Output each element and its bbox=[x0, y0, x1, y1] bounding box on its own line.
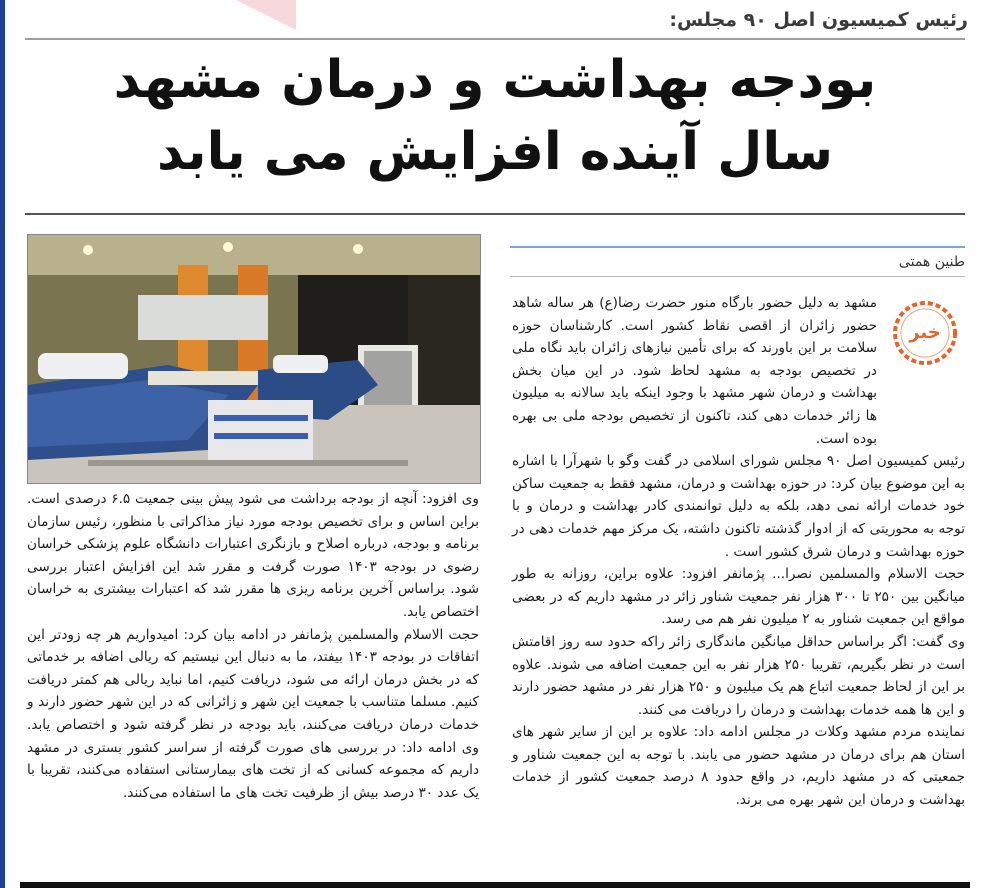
paragraph: وی گفت: اگر براساس حداقل میانگین ماندگاری زائر راکه حدود سه روز اقامتش است در نظر بگیریم، تقریبا ۲۵۰ هزار نفر به این جمعیت اضافه می شوند. علاوه بر این از لحاظ جمعیت اتباع هم یک میلیون و ۲۵۰ هزار نفر در مشهد حضور دارند و این ها همه خدمات بهداشت و درمان را دریافت می کنند. bbox=[512, 633, 965, 718]
article-column-left bbox=[27, 488, 479, 804]
decorative-corner bbox=[236, 0, 296, 30]
headline-line-2: سال آینده افزایش می یابد bbox=[157, 122, 833, 182]
article-column-right bbox=[512, 292, 965, 812]
divider-headline bbox=[25, 213, 965, 215]
article-headline bbox=[30, 44, 960, 188]
paragraph: رئیس کمیسیون اصل ۹۰ مجلس شورای اسلامی در گفت وگو با شهرآرا با اشاره به این موضوع بیان کرد: در حوزه بهداشت و درمان، مشهد فقط به جمعیت ساکن خود خدمات ارائه نمی دهد، بلکه به دلیل توانمندی کادر بهداشت و درمان و با توجه به محوریتی که از ادوار گذشته تاکنون داشته، یک مرکز مهم خدمات دهی در حوزه بهداشت و درمان شرق کشور است . bbox=[512, 453, 965, 560]
paragraph: حجت الاسلام والمسلمین نصرا... پژمانفر افزود: علاوه براین، روزانه به طور میانگین بین ۲۵۰ تا ۳۰۰ هزار نفر جمعیت شناور زائر در مشهد داریم که در بعضی مواقع این جمعیت شناور به ۲ میلیون نفر هم می رسد. bbox=[512, 566, 965, 628]
paragraph: مشهد به دلیل حضور بارگاه منور حضرت رضا(ع) هر ساله شاهد حضور زائران از اقصی نقاط کشور است. کارشناسان حوزه سلامت بر این باورند که برای تأمین نیازهای زائران باید نگاه ملی در تخصیص بودجه به مشهد لحاظ شود. در این میان بخش بهداشت و درمان شهر مشهد با وجود اینکه باید سالانه به میلیون ها زائر خدمات دهی کند، تاکنون از تخصیص بودجه ملی بی بهره بوده است. bbox=[512, 295, 877, 447]
page-edge-strip bbox=[0, 0, 5, 888]
hospital-room-image bbox=[28, 235, 480, 483]
paragraph: نماینده مردم مشهد وکلات در مجلس ادامه داد: علاوه بر این از سایر شهر های استان هم برای درمان در مشهد حضور می یابند. با توجه به این جمعیت شناور و جمعیتی که در مشهد داریم، در واقع حدود ۸ درصد جمعیت کشور از خدمات بهداشت و درمان این شهر بهره می برند. bbox=[512, 724, 965, 809]
divider-top bbox=[25, 38, 965, 40]
byline-divider-top bbox=[510, 246, 965, 248]
hospital-room-photo bbox=[27, 234, 481, 484]
paragraph: وی افزود: آنچه از بودجه برداشت می شود پیش بینی جمعیت ۶.۵ درصدی است. براین اساس و برای تخصیص بودجه مورد نیاز مذاکراتی با منظور، رئیس سازمان برنامه و بودجه، درباره اصلاح و بازنگری اعتبارات دانشگاه علوم پزشکی خراسان رضوی در بودجه ۱۴۰۳ صورت گرفت و مقرر شد این افزایش اعتبار بررسی شود. براساس آخرین برنامه ریزی ها مقرر شد که اعتبارات بیشتری به خراسان اختصاص یابد. bbox=[27, 491, 480, 620]
article-kicker: رئیس کمیسیون اصل ۹۰ مجلس: bbox=[669, 9, 968, 31]
headline-line-1: بودجه بهداشت و درمان مشهد bbox=[113, 50, 877, 110]
divider-bottom bbox=[20, 882, 970, 888]
paragraph: حجت الاسلام والمسلمین پژمانفر در ادامه بیان کرد: امیدواریم هر چه زودتر این اتفاقات در بودجه ۱۴۰۳ بیفتد، ما به دنبال این نیستیم که ریالی اضافه بر خدماتی که در بخش درمان ارائه می شود، دریافت کنیم، اما نباید ریالی هم کمتر دریافت کنیم. مسلما متناسب با جمعیت این شهر و زائرانی که در این شهر حضور دارند و خدمات درمان دریافت می‌کنند، باید بودجه در نظر گرفته شود و اختصاص یابد. وی ادامه داد: در بررسی های صورت گرفته از سراسر کشور بستری در مشهد داریم که مجموعه کسانی که از تخت های بیمارستانی استفاده می‌کنند، تقریبا با یک عدد ۳۰ درصد بیش از ظرفیت تخت های ما استفاده می‌کنند. bbox=[27, 626, 479, 801]
byline-divider-bottom bbox=[510, 276, 965, 277]
news-badge-label: خبر bbox=[909, 322, 941, 343]
article-byline: طنین همتی bbox=[898, 254, 965, 270]
